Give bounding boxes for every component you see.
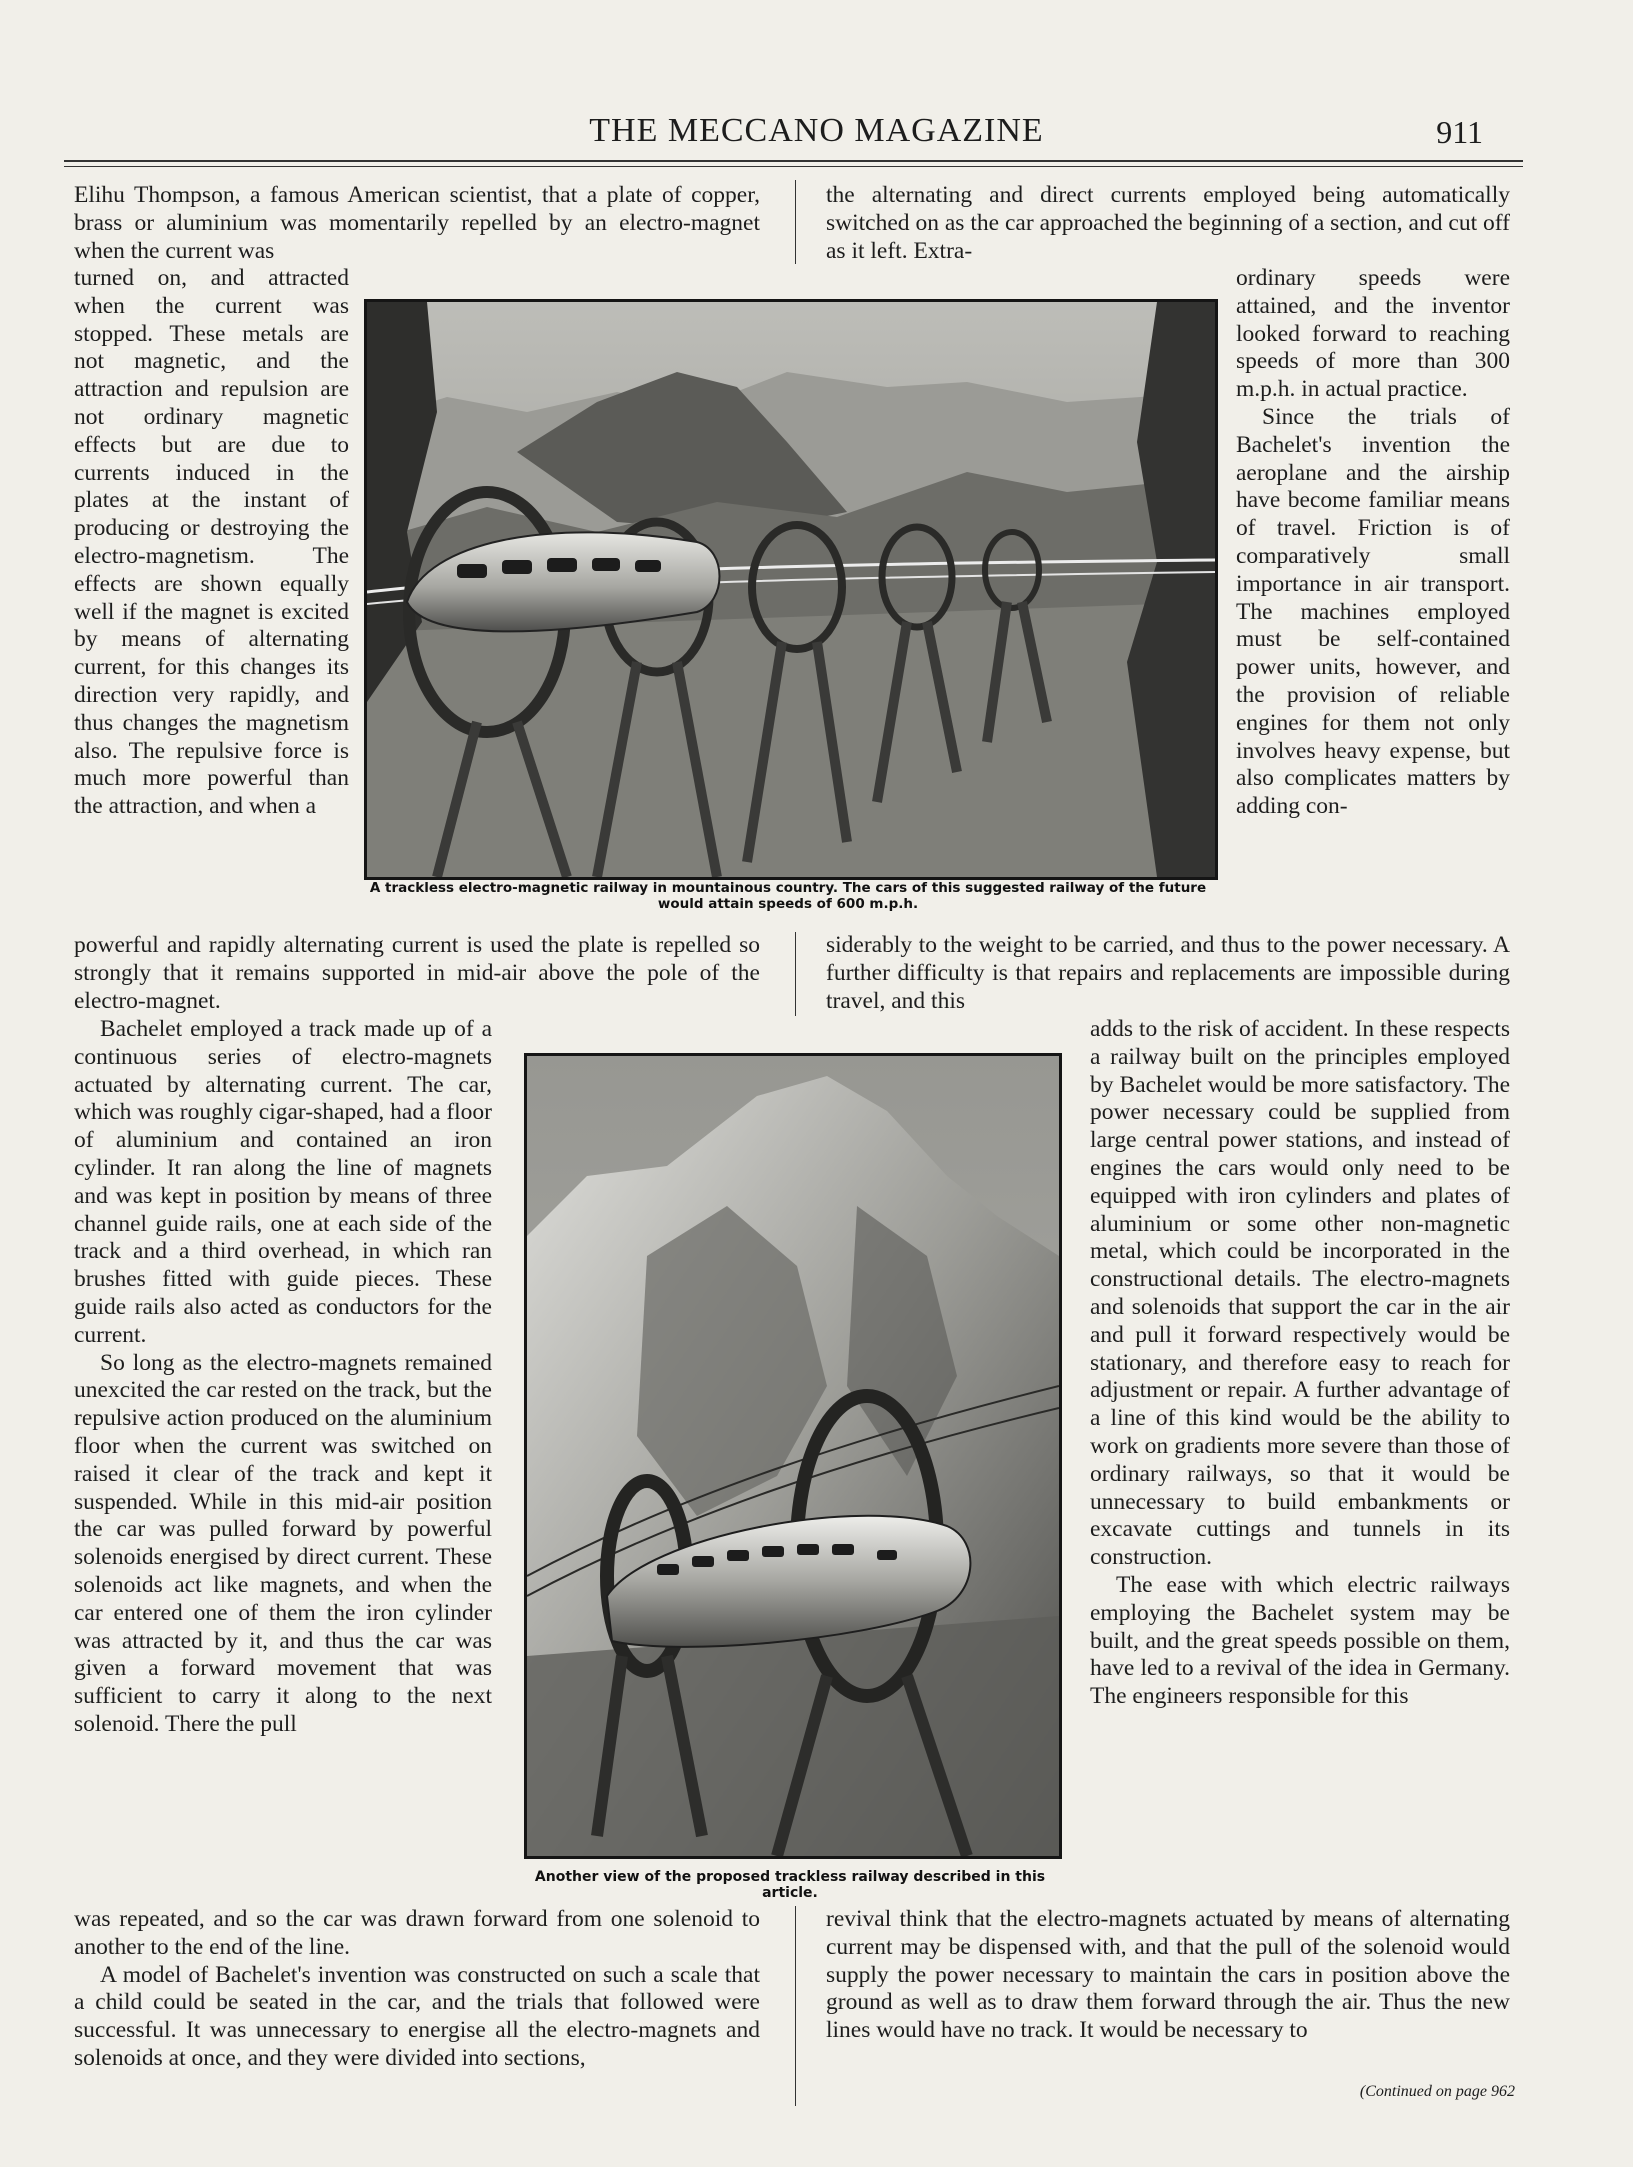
column2-mid-text — [826, 932, 1510, 1015]
paragraph: revival think that the electro-magnets actuated by means of alternating current may be dispensed with, and that the pull of the solenoid would supply the power necessary to maintain the cars in position above the ground as well as to draw them forward through the air. Thus the new lines would have no track. It would be necessary to — [826, 1906, 1510, 2044]
paragraph: ordinary speeds were attained, and the inventor looked forward to reaching speeds of more than 300 m.p.h. in actual practice. — [1236, 265, 1510, 403]
figure1-caption: A trackless electro-magnetic railway in mountainous country. The cars of this suggested railway of the future would attain speeds of 600 m.p.h. — [369, 880, 1207, 912]
figure2-caption: Another view of the proposed trackless railway described in this article. — [534, 1869, 1046, 1901]
paragraph: The ease with which electric railways employing the Bachelet system may be built, and the great speeds possible on them, have led to a revival of the idea in Germany. The engineers responsible for this — [1090, 1571, 1510, 1710]
right-narrow-text-2 — [1090, 1016, 1510, 1711]
paragraph: was repeated, and so the car was drawn forward from one solenoid to another to the end of the line. — [74, 1906, 760, 1960]
left-narrow-text-1 — [74, 265, 349, 821]
paragraph: adds to the risk of accident. In these respects a railway built on the principles employed by Bachelet would be more satisfactory. The power necessary could be supplied from large central power stations, and instead of engines the cars would only need to be equipped with iron cylinders and plates of aluminium or some other non-magnetic metal, which could be incorporated in the constructional details. The electro-magnets and solenoids that support the car in the air and pull it forward respectively would be stationary, and therefore easy to reach for adjustment or repair. A further advantage of a line of this kind would be the ability to work on gradients more severe than those of ordinary railways, so that it would be unnecessary to build embankments or excavate cuttings and tunnels in its construction. — [1090, 1016, 1510, 1571]
illustration-railway-loops — [367, 302, 1215, 877]
right-narrow-text-1 — [1236, 265, 1510, 821]
column2-bottom-text — [826, 1906, 1510, 2045]
column1-mid-text — [74, 932, 760, 1015]
paragraph: turned on, and attracted when the current was stopped. These metals are not magnetic, and the attraction and repulsion are not ordinary magnetic effects but are due to currents induced in the plates at the instant of producing or destroying the electro-magnetism. The effects are shown equally well if the magnet is excited by means of alternating current, for this changes its direction very rapidly, and thus changes the magnetism also. The repulsive force is much more powerful than the attraction, and when a — [74, 265, 349, 820]
column-divider — [795, 1906, 796, 2106]
header-rule-thin — [64, 166, 1523, 167]
paragraph: Elihu Thompson, a famous American scientist, that a plate of copper, brass or aluminium was momentarily repelled by an electro-magnet when the current was — [74, 182, 760, 264]
paragraph: A model of Bachelet's invention was constructed on such a scale that a child could be seated in the car, and the trials that followed were successful. It was unnecessary to energise all the electro-magnets and solenoids at once, and they were divided into sections, — [74, 1961, 760, 2071]
paragraph: the alternating and direct currents employed being automatically switched on as the car approached the beginning of a section, and cut off as it left. Extra- — [826, 182, 1510, 264]
paragraph: So long as the electro-magnets remained unexcited the car rested on the track, but the repulsive action produced on the aluminium floor when the current was switched on raised it clear of the track and kept it suspended. While in this mid-air position the car was pulled forward by powerful solenoids energised by direct current. These solenoids act like magnets, and when the car entered one of them the iron cylinder was attracted by it, and thus the car was given a forward movement that was sufficient to carry it along to the next solenoid. There the pull — [74, 1349, 492, 1737]
column-divider — [795, 932, 796, 1016]
continued-note: (Continued on page 962 — [1359, 2083, 1515, 2100]
figure-cigar-car — [524, 1053, 1062, 1859]
paragraph: siderably to the weight to be carried, and thus to the power necessary. A further difficulty is that repairs and replacements are impossible during travel, and this — [826, 932, 1510, 1014]
paragraph: powerful and rapidly alternating current is used the plate is repelled so strongly that it remains supported in mid-air above the pole of the electro-magnet. — [74, 932, 760, 1014]
figure-mountain-railway — [364, 299, 1218, 880]
column1-top-text — [74, 182, 760, 265]
column1-bottom-text — [74, 1906, 760, 2073]
left-narrow-text-2 — [74, 1016, 492, 1739]
column2-top-text — [826, 182, 1510, 265]
paragraph: Since the trials of Bachelet's invention the aeroplane and the airship have become familiar means of travel. Friction is of comparatively small importance in air transport. The machines employed must be self-contained power units, however, and the provision of reliable engines for them not only involves heavy expense, but also complicates matters by adding con- — [1236, 403, 1510, 820]
paragraph: Bachelet employed a track made up of a continuous series of electro-magnets actuated by alternating current. The car, which was roughly cigar-shaped, had a floor of aluminium and contained an iron cylinder. It ran along the line of magnets and was kept in position by means of three channel guide rails, one at each side of the track and a third overhead, in which ran brushes fitted with guide pieces. These guide rails also acted as conductors for the current. — [74, 1016, 492, 1348]
column-divider — [795, 180, 796, 264]
illustration-suspended-car — [527, 1056, 1059, 1856]
page-number: 911 — [1436, 114, 1483, 150]
magazine-title: THE MECCANO MAGAZINE — [589, 112, 1044, 149]
header-rule — [64, 160, 1523, 162]
